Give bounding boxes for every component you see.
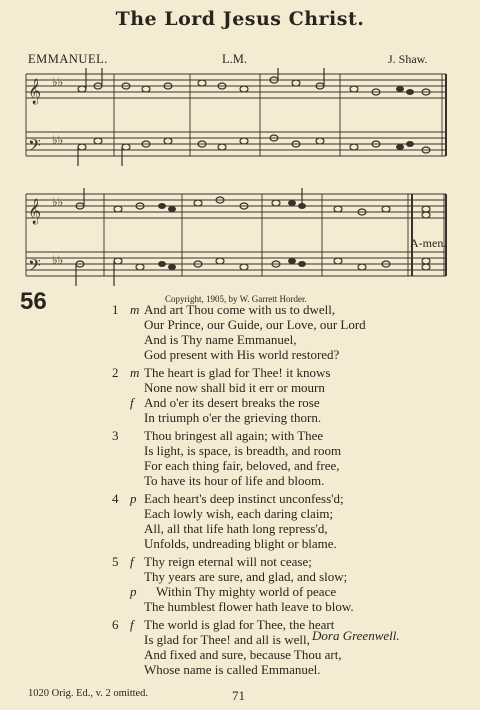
dynamic-marking: f [130,395,134,410]
page-number: 71 [232,688,245,703]
svg-text:𝄞: 𝄞 [28,79,42,104]
page-title: The Lord Jesus Christ. [115,8,365,30]
verse-line-text: In triumph o'er the grieving thorn. [144,410,322,425]
svg-text:♭♭: ♭♭ [52,75,64,89]
meter: L.M. [222,52,247,66]
verse-number: 3 [112,428,119,443]
verse-line-text: Is light, is space, is breadth, and room [144,443,342,458]
verse-line-text: And art Thou come with us to dwell, [144,302,336,317]
dynamic-marking: p [130,491,137,506]
verse-line-text: Each heart's deep instinct unconfess'd; [144,491,344,506]
verse-line-text: Unfolds, undreading blight or blame. [144,536,337,551]
verse-line-text: Thy reign eternal will not cease; [144,554,312,569]
verse-line-text: The heart is glad for Thee! it knows [144,365,331,380]
verse-line-text: And is Thy name Emmanuel, [144,332,297,347]
footnote: 1020 Orig. Ed., v. 2 omitted. [28,688,149,699]
verse-line-text: None now shall bid it err or mourn [144,380,325,395]
verse-number: 2 [112,365,119,380]
svg-text:𝄞: 𝄞 [28,199,42,224]
copyright-line: Copyright, 1905, by W. Garrett Horder. [165,294,307,304]
composer: J. Shaw. [388,52,428,66]
verse-line-text: God present with His world restored? [144,347,340,362]
verse-number: 4 [112,491,119,506]
verse-line-text: For each thing fair, beloved, and free, [144,458,340,473]
svg-text:𝄢: 𝄢 [28,255,41,279]
verse-line-text: The world is glad for Thee, the heart [144,617,335,632]
verse-line-text: Is glad for Thee! and all is well, [144,632,310,647]
dynamic-marking: p [130,584,137,599]
verse-line-text: To have its hour of life and bloom. [144,473,325,488]
tune-name: EMMANUEL. [28,52,108,66]
verse-line-text: Thou bringest all again; with Thee [144,428,324,443]
svg-text:♭♭: ♭♭ [52,253,64,267]
dynamic-marking: m [130,302,140,317]
verse-number: 1 [112,302,119,317]
music-score-system-2 [22,188,448,288]
verse-number: 5 [112,554,119,569]
verse-line-text: Our Prince, our Guide, our Love, our Lord [144,317,366,332]
svg-text:𝄢: 𝄢 [28,135,41,159]
music-score-system-1 [22,68,448,168]
verse-line-text: Within Thy mighty world of peace [156,584,337,599]
dynamic-marking: m [130,365,140,380]
verse-line-text: Thy years are sure, and glad, and slow; [144,569,348,584]
dynamic-marking: f [130,617,134,632]
svg-text:♭♭: ♭♭ [52,195,64,209]
hymn-number: 56 [20,288,47,315]
verse-line-text: And o'er its desert breaks the rose [144,395,320,410]
verse-line-text: The humblest flower hath leave to blow. [144,599,354,614]
verse-line-text: All, all that life hath long repress'd, [144,521,328,536]
dynamic-marking: f [130,554,134,569]
amen-label: A-men. [410,236,447,250]
verse-number: 6 [112,617,119,632]
svg-text:♭♭: ♭♭ [52,133,64,147]
verse-line-text: And fixed and sure, because Thou art, [144,647,342,662]
verse-line-text: Whose name is called Emmanuel. [144,662,321,677]
author-name: Dora Greenwell. [312,628,400,643]
verse-line-text: Each lowly wish, each daring claim; [144,506,334,521]
